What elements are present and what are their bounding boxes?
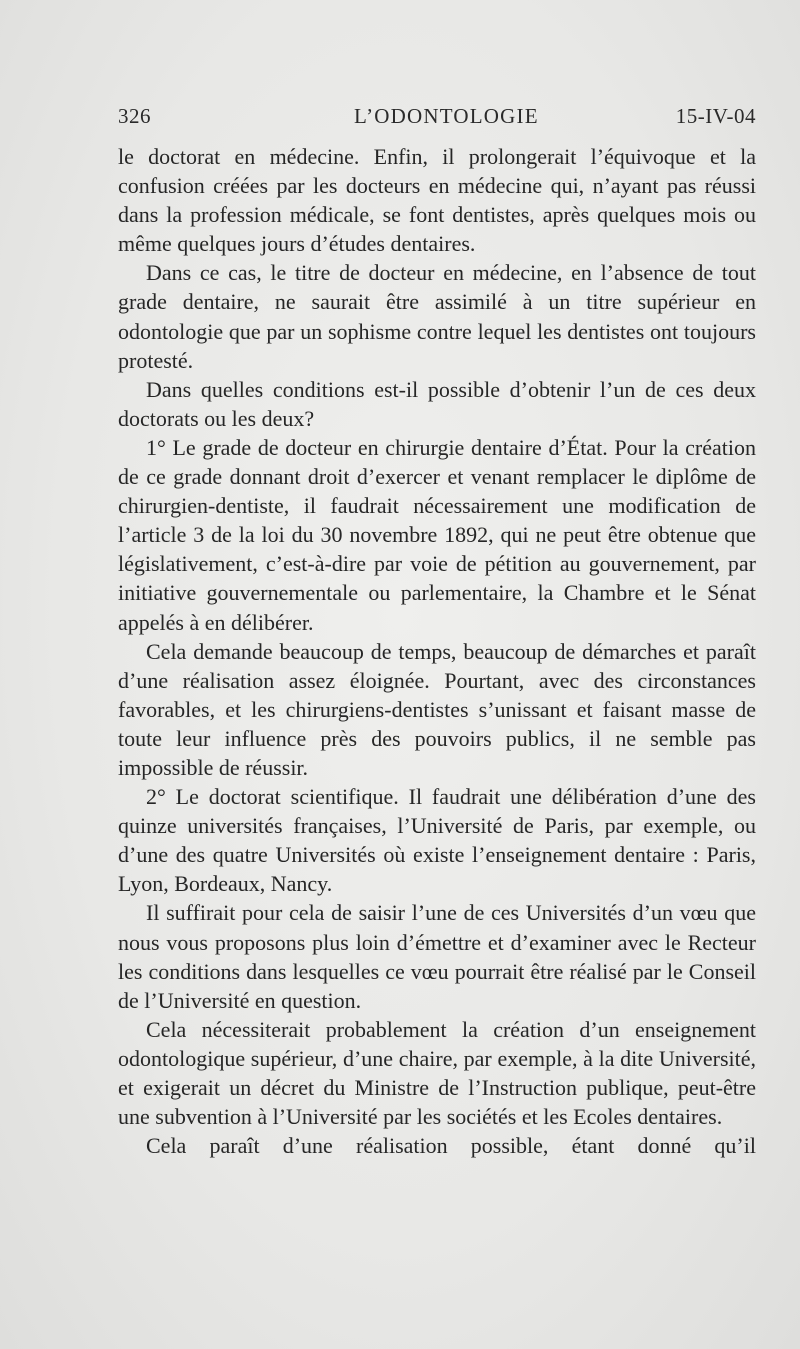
- issue-date: 15-IV-04: [675, 104, 756, 128]
- page-number: 326: [118, 104, 151, 128]
- paragraph: Dans quelles conditions est-il possible d’obtenir l’un de ces deux doctorats ou les deux?: [118, 376, 756, 431]
- paragraph: Cela demande beaucoup de temps, beaucoup de démarches et paraît d’une réalisation assez éloignée. Pourtant, avec des circonstances favorables, et les chirurgiens-dentistes s’unissant et faisant masse de toute leur influence près des pouvoirs publics, il ne semble pas impossible de réussir.: [118, 638, 756, 780]
- page-body: [118, 142, 756, 1160]
- paragraph: 1° Le grade de docteur en chirurgie dentaire d’État. Pour la création de ce grade donnant droit d’exercer et venant remplacer le diplôme de chirurgien-dentiste, il faudrait nécessairement une modification de l’article 3 de la loi du 30 novembre 1892, qui ne peut être obtenue que législativement, c’est-à-dire par voie de pétition au gouvernement, par initiative gouvernementale ou parlementaire, la Chambre et le Sénat appelés à en délibérer.: [118, 434, 756, 635]
- paragraph: Dans ce cas, le titre de docteur en médecine, en l’absence de tout grade dentaire, ne saurait être assimilé à un titre supérieur en odontologie que par un sophisme contre lequel les dentistes ont toujours protesté.: [118, 260, 756, 373]
- running-title: L’ODONTOLOGIE: [354, 104, 539, 128]
- page-header: [118, 104, 756, 134]
- paragraph: le doctorat en médecine. Enfin, il prolongerait l’équivoque et la confusion créées par les docteurs en médecine qui, n’ayant pas réussi dans la profession médicale, se font dentistes, après quelques mois ou même quelques jours d’études dentaires.: [118, 144, 756, 257]
- paragraph: Cela nécessiterait probablement la création d’un enseignement odontologique supérieur, d’une chaire, par exemple, à la dite Université, et exigerait un décret du Ministre de l’Instruction publique, peut-être une subvention à l’Université par les sociétés et les Ecoles dentaires.: [118, 1016, 756, 1130]
- paragraph: Cela paraît d’une réalisation possible, étant donné qu’il: [146, 1133, 756, 1159]
- paragraph: 2° Le doctorat scientifique. Il faudrait une délibération d’une des quinze universités françaises, l’Université de Paris, par exemple, ou d’une des quatre Universités où existe l’enseignement dentaire : Paris, Lyon, Bordeaux, Nancy.: [118, 784, 756, 897]
- paragraph: Il suffirait pour cela de saisir l’une de ces Universités d’un vœu que nous vous proposons plus loin d’émettre et d’examiner avec le Recteur les conditions dans lesquelles ce vœu pourrait être réalisé par le Conseil de l’Université en question.: [118, 900, 756, 1013]
